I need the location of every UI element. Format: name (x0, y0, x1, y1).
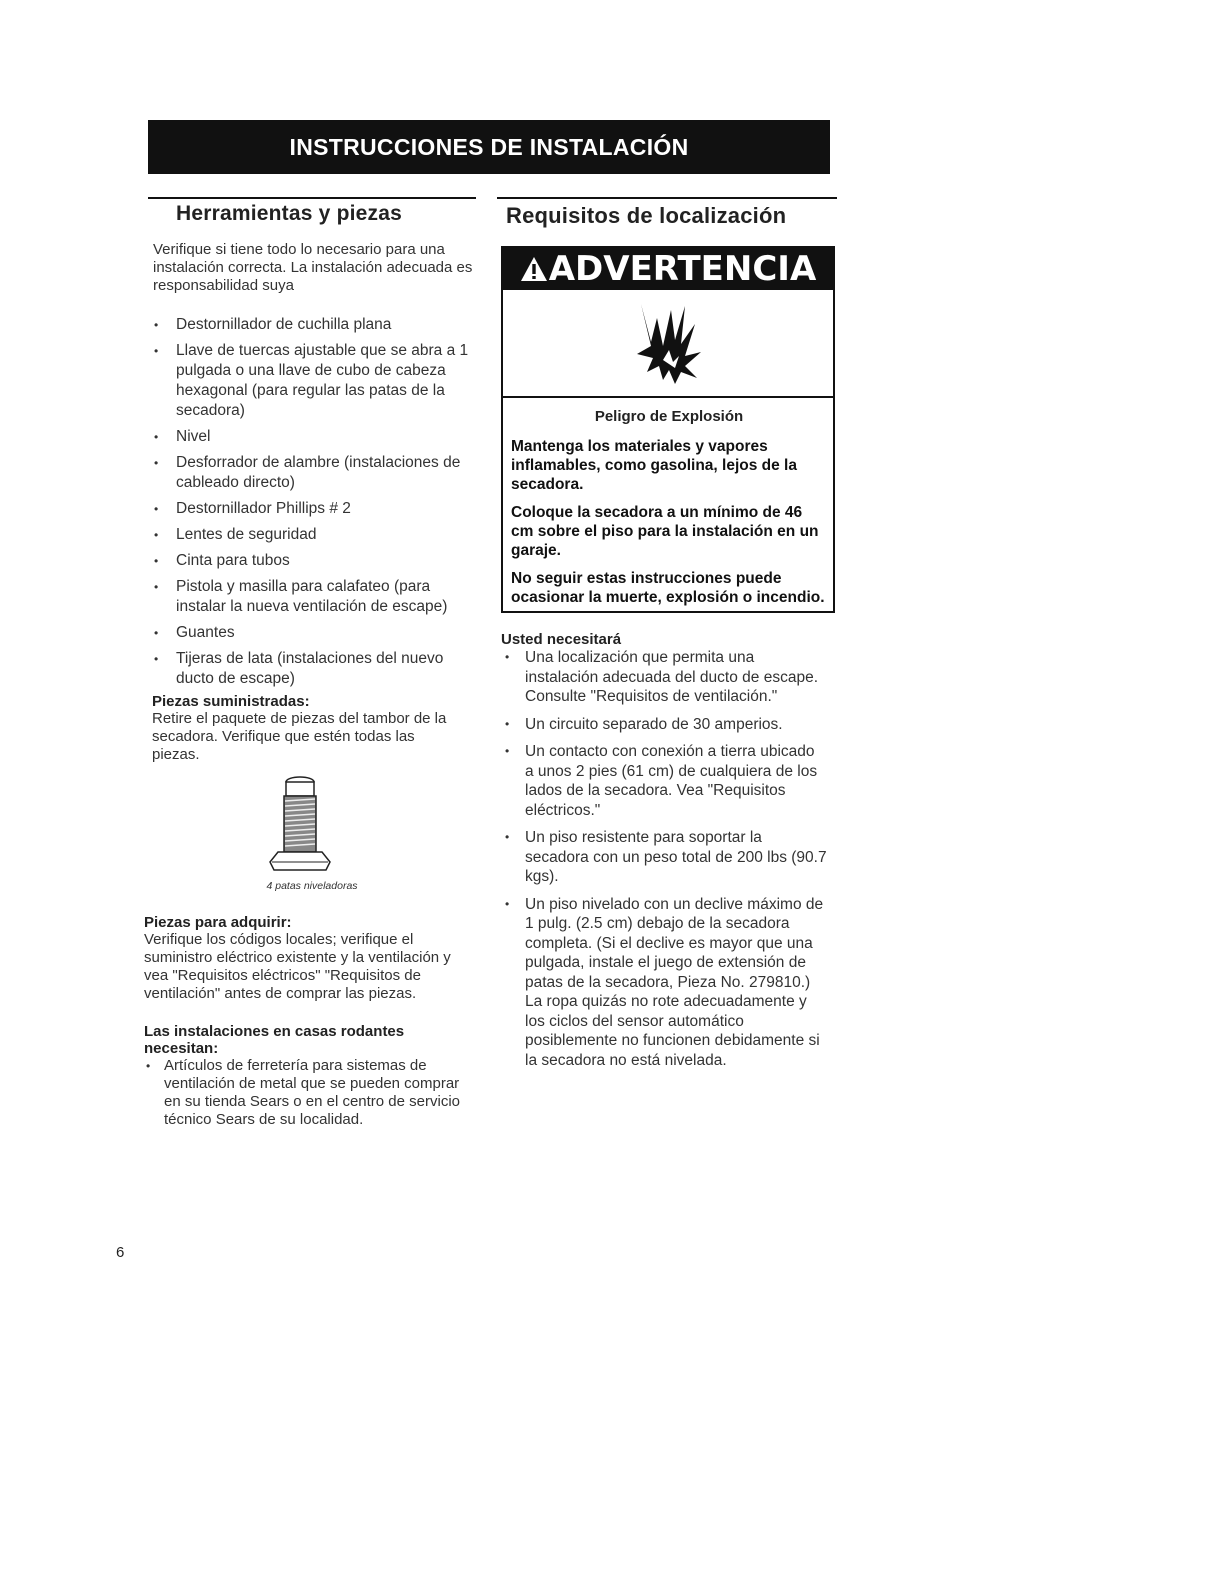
list-item: • Pistola y masilla para calafateo (para instalar la nueva ventilación de escape) (148, 577, 476, 617)
tools-intro: Verifique si tiene todo lo necesario para una instalación correcta. La instalación adecuada es responsabilidad suya (153, 241, 473, 294)
list-item: • Artículos de ferretería para sistemas de ventilación de metal que se pueden comprar en su tienda Sears o en el centro de servicio técnico Sears de su localidad. (144, 1057, 464, 1129)
mobile-home-list (144, 1057, 476, 1129)
acquire-parts-text: Verifique los códigos locales; verifique el suministro eléctrico existente y la ventilación y vea "Requisitos eléctricos" "Requisitos de ventilación" antes de comprar las piezas. (144, 931, 451, 1002)
figure-caption: 4 patas niveladoras (266, 880, 358, 892)
supplied-parts-text: Retire el paquete de piezas del tambor de la secadora. Verifique que estén todas las piezas. (152, 710, 447, 763)
banner-title: INSTRUCCIONES DE INSTALACIÓN (289, 133, 689, 160)
section-banner (148, 120, 830, 174)
explosion-icon (623, 300, 713, 386)
tools-heading: Herramientas y piezas (176, 202, 402, 225)
list-item: • Un circuito separado de 30 amperios. (497, 715, 827, 735)
leveling-leg-icon (148, 774, 476, 878)
you-need-title: Usted necesitará (501, 631, 622, 648)
right-rule (497, 197, 837, 199)
warning-header (503, 248, 833, 290)
leveling-legs-figure (148, 774, 476, 894)
warning-paragraph: Mantenga los materiales y vapores inflamables, como gasolina, lejos de la secadora. (511, 438, 797, 493)
supplied-parts-title: Piezas suministradas: (152, 693, 310, 710)
list-item: • Desforrador de alambre (instalaciones de cableado directo) (148, 453, 476, 493)
list-item: • Cinta para tubos (148, 551, 476, 571)
acquire-parts-title: Piezas para adquirir: (144, 914, 292, 931)
list-item: • Destornillador de cuchilla plana (148, 315, 476, 335)
warning-body (503, 398, 833, 611)
list-item: • Un piso nivelado con un declive máximo de 1 pulg. (2.5 cm) debajo de la secadora completa. (Si el declive es mayor que una pulgada, instale el juego de extensión de patas de la secadora, Pieza No. 279810.) La ropa quizás no rote adecuadamente y los ciclos del sensor automático posiblemente no funcionen debidamente si la secadora no está nivelada. (497, 895, 827, 1071)
list-item: • Tijeras de lata (instalaciones del nuevo ducto de escape) (148, 649, 476, 689)
warning-paragraph: Coloque la secadora a un mínimo de 46 cm sobre el piso para la instalación en un garaje. (511, 504, 819, 559)
explosion-pictogram (503, 290, 833, 398)
warning-title: Peligro de Explosión (594, 408, 744, 425)
list-item: • Una localización que permita una instalación adecuada del ducto de escape. Consulte "Requisitos de ventilación." (497, 648, 827, 707)
tools-and-parts-column (144, 197, 476, 1129)
left-rule (148, 197, 476, 199)
list-item: • Destornillador Phillips # 2 (148, 499, 476, 519)
list-item: • Llave de tuercas ajustable que se abra a 1 pulgada o una llave de cubo de cabeza hexagonal (para regular las patas de la secadora) (148, 341, 476, 421)
list-item: • Un piso resistente para soportar la secadora con un peso total de 200 lbs (90.7 kgs). (497, 828, 827, 887)
list-item: • Lentes de seguridad (148, 525, 476, 545)
list-item: • Un contacto con conexión a tierra ubicado a unos 2 pies (61 cm) de cualquiera de los lados de la secadora. Vea "Requisitos eléctricos." (497, 742, 827, 820)
warning-paragraph: No seguir estas instrucciones puede ocasionar la muerte, explosión o incendio. (511, 570, 825, 606)
warning-label: ADVERTENCIA (548, 249, 817, 289)
tools-list (148, 315, 476, 689)
page-number: 6 (116, 1244, 125, 1261)
mobile-home-title: Las instalaciones en casas rodantes necesitan: (144, 1023, 405, 1057)
location-requirements-column (497, 197, 837, 1078)
list-item: • Nivel (148, 427, 476, 447)
warning-triangle-icon (520, 256, 548, 282)
requirements-list (497, 648, 827, 1070)
location-heading: Requisitos de localización (506, 203, 787, 228)
list-item: • Guantes (148, 623, 476, 643)
warning-box (501, 246, 835, 613)
